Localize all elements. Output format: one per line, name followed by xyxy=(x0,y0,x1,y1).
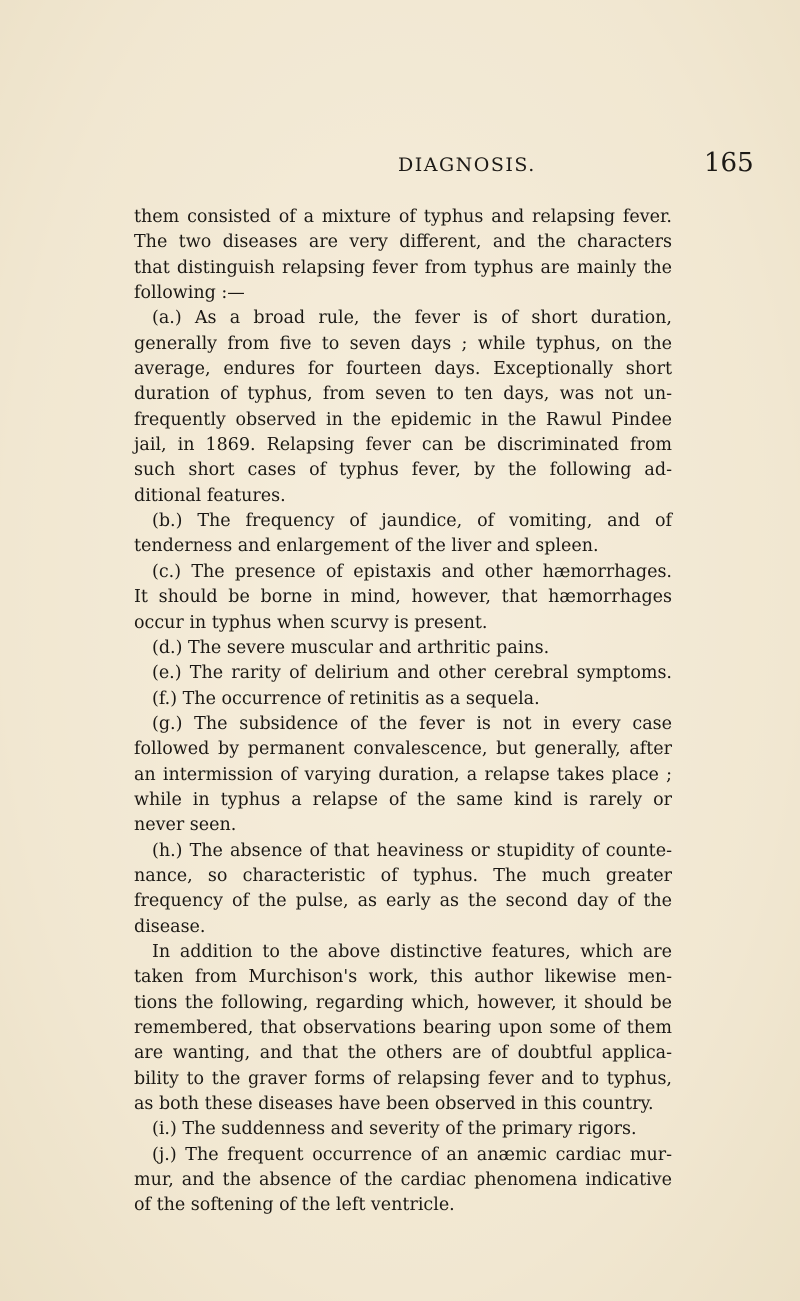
text-line: such short cases of typhus fever, by the following ad- xyxy=(134,460,672,481)
text-line: tions the following, regarding which, however, it should be xyxy=(134,992,672,1013)
text-line: as both these diseases have been observed in this country. xyxy=(134,1094,654,1115)
text-line: (i.) The suddenness and severity of the primary rigors. xyxy=(152,1119,637,1140)
running-title: DIAGNOSIS. xyxy=(398,154,536,176)
text-line: (h.) The absence of that heaviness or stupidity of counte- xyxy=(152,840,672,861)
running-head xyxy=(0,148,800,188)
text-line: frequency of the pulse, as early as the second day of the xyxy=(134,891,672,912)
text-line: (b.) The frequency of jaundice, of vomiting, and of xyxy=(152,511,672,532)
text-line: ditional features. xyxy=(134,485,286,506)
text-line: while in typhus a relapse of the same kind is rarely or xyxy=(134,789,672,810)
text-line: mur, and the absence of the cardiac phenomena indicative xyxy=(134,1170,672,1191)
text-line: The two diseases are very different, and the characters xyxy=(134,232,672,253)
text-line: It should be borne in mind, however, that hæmorrhages xyxy=(134,587,672,608)
text-line: of the softening of the left ventricle. xyxy=(134,1195,455,1216)
text-line: (c.) The presence of epistaxis and other hæmorrhages. xyxy=(152,561,672,582)
text-line: taken from Murchison's work, this author likewise men- xyxy=(134,967,672,988)
page-number: 165 xyxy=(704,148,754,178)
text-line: In addition to the above distinctive features, which are xyxy=(152,941,672,962)
text-line: remembered, that observations bearing upon some of them xyxy=(134,1018,672,1038)
text-line: duration of typhus, from seven to ten days, was not un- xyxy=(134,384,672,405)
text-line: generally from five to seven days ; while typhus, on the xyxy=(134,333,672,354)
text-line: average, endures for fourteen days. Exceptionally short xyxy=(134,359,672,380)
text-line: (a.) As a broad rule, the fever is of short duration, xyxy=(152,308,672,329)
text-line: an intermission of varying duration, a relapse takes place ; xyxy=(134,764,672,785)
text-line: nance, so characteristic of typhus. The much greater xyxy=(134,865,672,886)
text-line: (d.) The severe muscular and arthritic pains. xyxy=(152,637,550,658)
text-line: frequently observed in the epidemic in the Rawul Pindee xyxy=(134,409,672,430)
text-line: (f.) The occurrence of retinitis as a sequela. xyxy=(152,688,540,709)
text-line: jail, in 1869. Relapsing fever can be discriminated from xyxy=(134,435,672,456)
text-line: bility to the graver forms of relapsing fever and to typhus, xyxy=(134,1068,672,1089)
text-line: following :— xyxy=(134,283,245,304)
text-line: that distinguish relapsing fever from typhus are mainly the xyxy=(134,257,672,278)
text-line: are wanting, and that the others are of doubtful applica- xyxy=(134,1043,672,1064)
text-line: disease. xyxy=(134,916,206,937)
text-line: (g.) The subsidence of the fever is not in every case xyxy=(152,713,672,734)
text-line: never seen. xyxy=(134,815,237,836)
text-line: (e.) The rarity of delirium and other cerebral symptoms. xyxy=(152,663,672,684)
text-line: occur in typhus when scurvy is present. xyxy=(134,612,488,633)
text-line: followed by permanent convalescence, but generally, after xyxy=(134,739,672,760)
body-text xyxy=(134,205,672,1219)
text-line: them consisted of a mixture of typhus and relapsing fever. xyxy=(134,207,672,227)
text-line: tenderness and enlargement of the liver and spleen. xyxy=(134,536,599,557)
text-line: (j.) The frequent occurrence of an anæmic cardiac mur- xyxy=(152,1144,672,1165)
